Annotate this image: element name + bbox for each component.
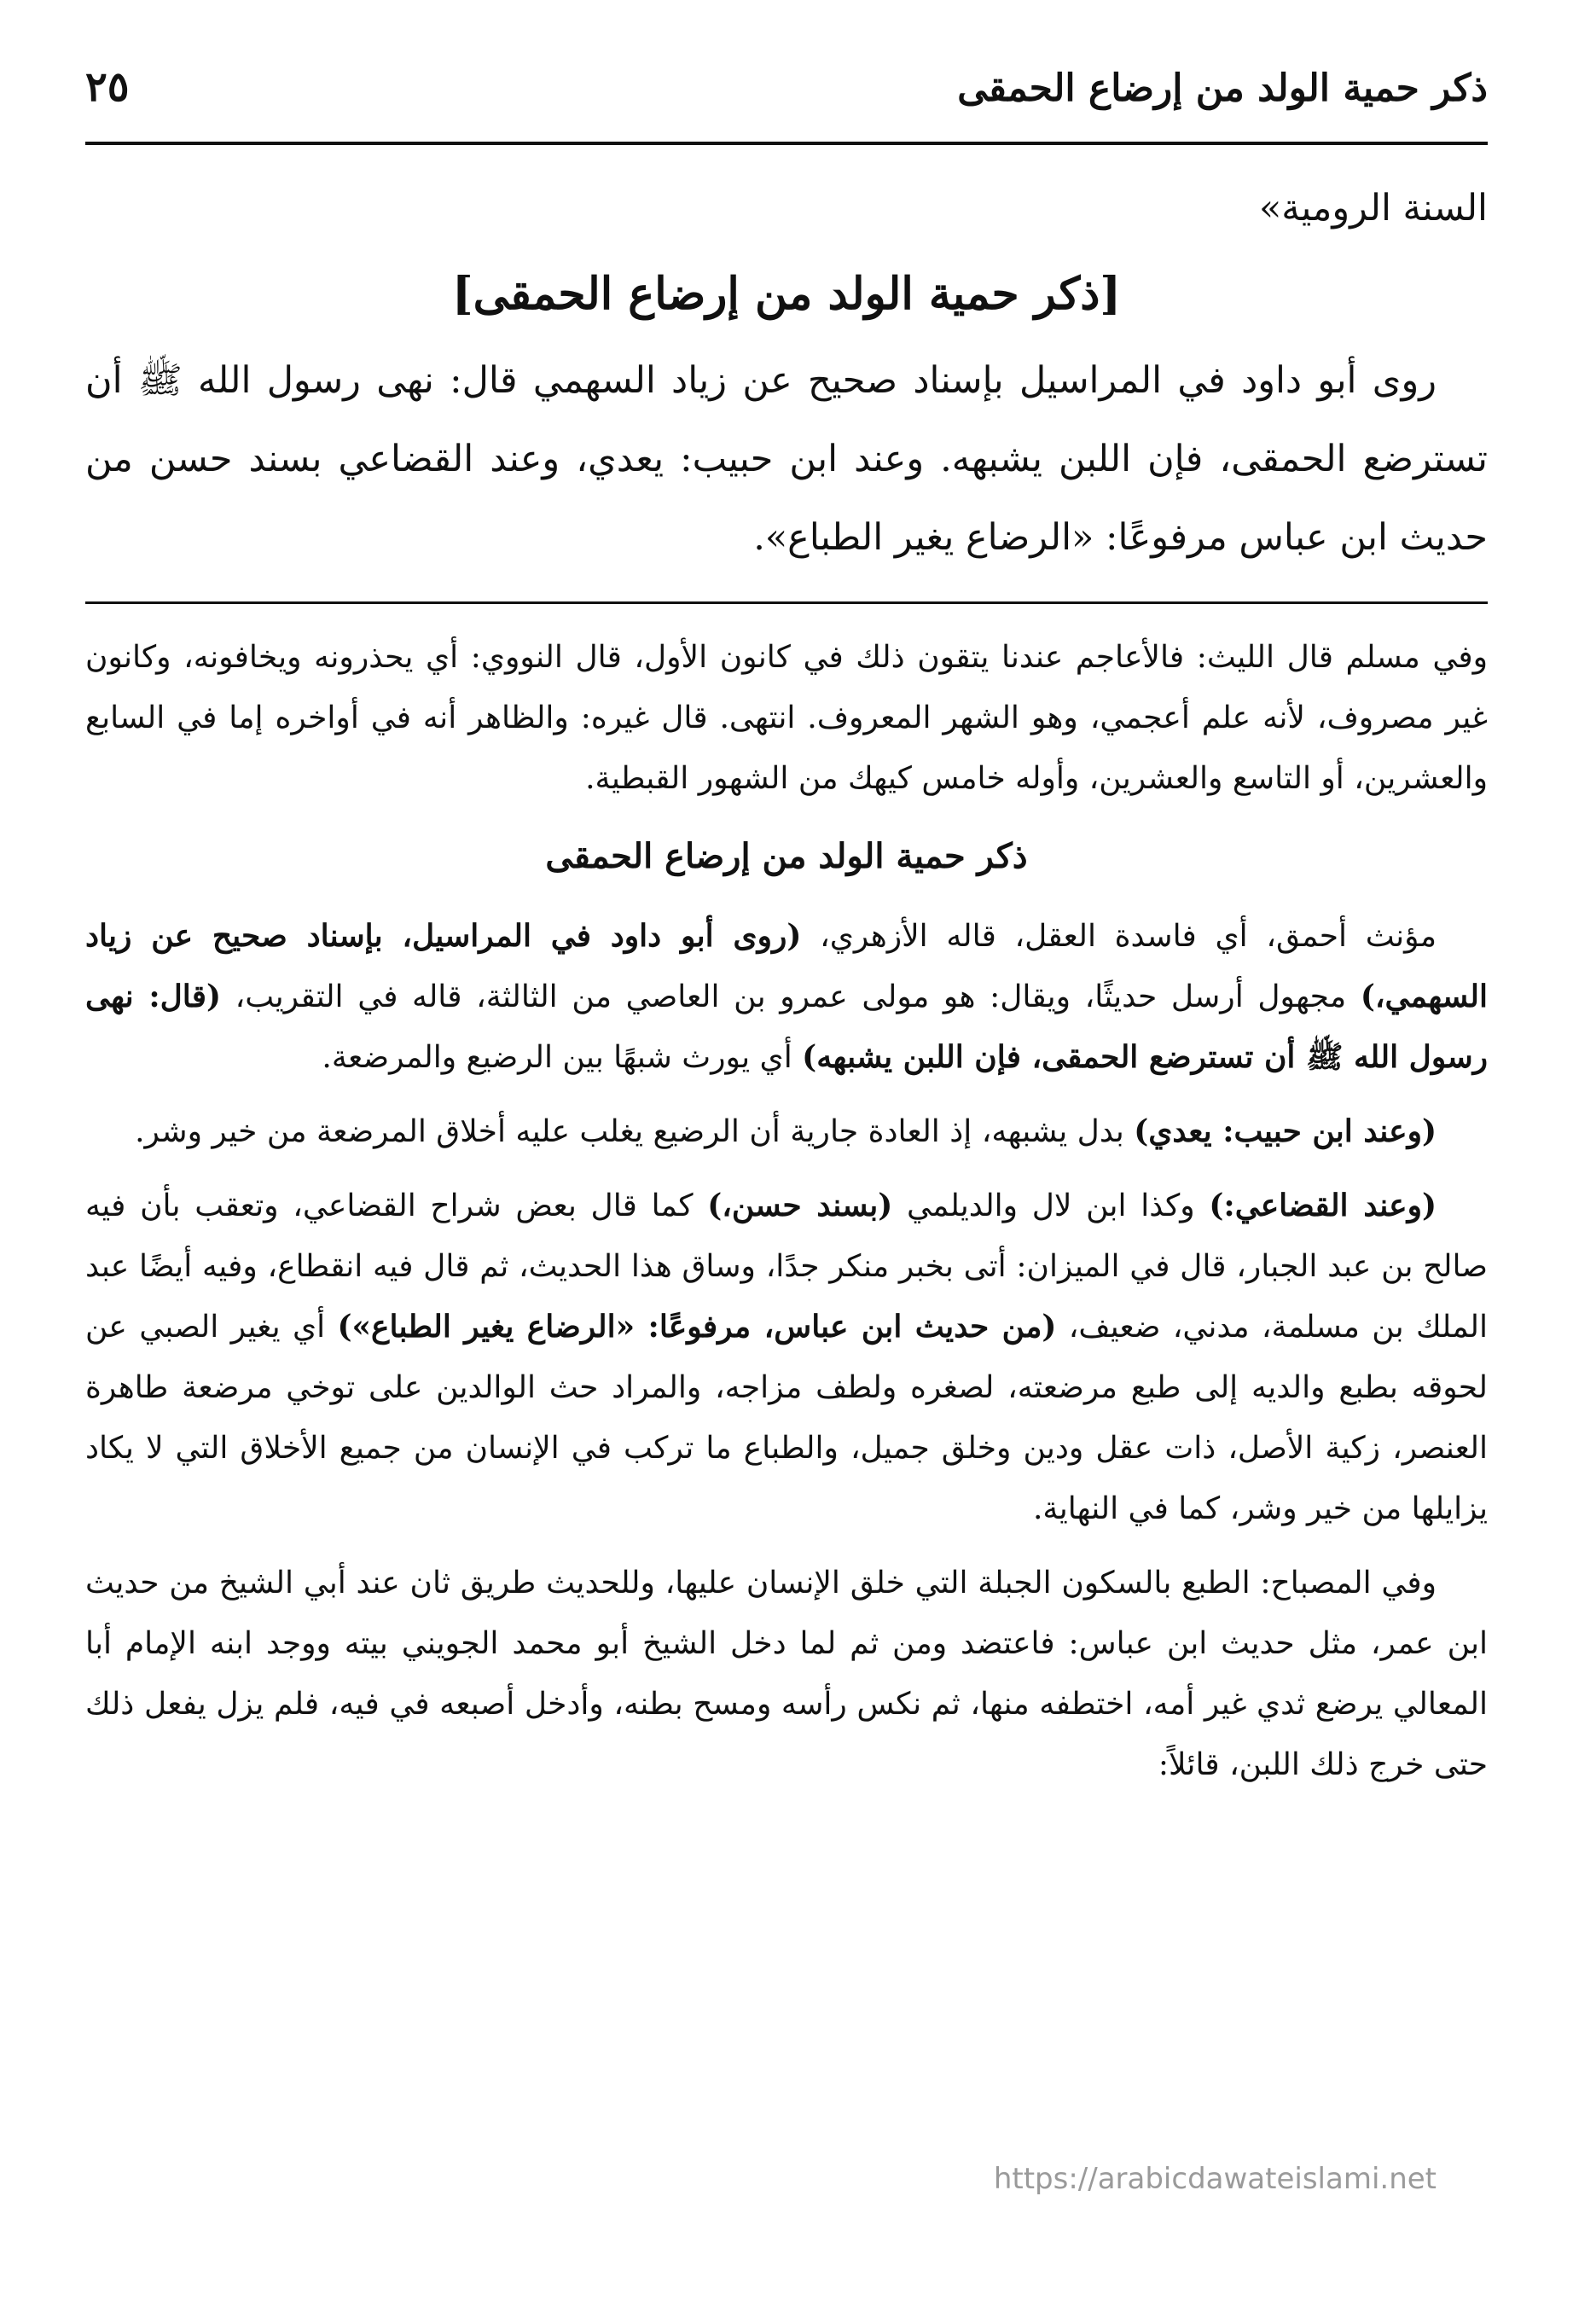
main-text bbox=[85, 169, 1488, 577]
text-run: مجهول أرسل حديثًا، ويقال: هو مولى عمرو بن العاصي من الثالثة، قاله في التقريب، bbox=[221, 979, 1361, 1014]
page-header bbox=[85, 58, 1488, 145]
running-title: ذكر حمية الولد من إرضاع الحمقى bbox=[957, 67, 1488, 110]
text-run: أي يغير الصبي عن لحوقه بطبع والديه إلى طبع مرضعته، لصغره ولطف مزاجه، والمراد حث الوالدين على توخي مرضعة طاهرة العنصر، زكية الأصل، ذات عقل ودين وخلق جميل، والطباع ما تركب في الإنسان من جميع الأخلاق التي لا يكاد يزايلها من خير وشر، كما في النهاية. bbox=[85, 1310, 1488, 1526]
commentary-paragraph-2 bbox=[85, 1101, 1488, 1162]
footnote-divider bbox=[85, 601, 1488, 604]
quoted-text: (روى أبو داود في المراسيل، بإسناد صحيح عن زياد السهمي،) bbox=[85, 918, 1488, 1014]
quoted-text: (بسند حسن،) bbox=[707, 1188, 893, 1223]
text-run: كما قال بعض شراح القضاعي، وتعقب بأن فيه صالح بن عبد الجبار، قال في الميزان: أتى بخبر منكر جدًا، وساق هذا الحديث، ثم قال فيه انقطاع، وفيه أيضًا عبد الملك بن مسلمة، مدني، ضعيف، bbox=[85, 1188, 1488, 1345]
commentary-paragraph-1 bbox=[85, 906, 1488, 1088]
text-run: أي يورث شبهًا بين الرضيع والمرضعة. bbox=[322, 1040, 803, 1075]
opening-line: السنة الرومية» bbox=[1258, 187, 1488, 229]
section-title: [ذكر حمية الولد من إرضاع الحمقى] bbox=[452, 268, 1121, 320]
quoted-text: (قال: نهى رسول الله ﷺ أن تسترضع الحمقى، فإن اللبن يشبهه) bbox=[85, 979, 1488, 1075]
quoted-text: (وعند ابن حبيب: يعدي) bbox=[1134, 1113, 1437, 1149]
footnote-paragraph: وفي مسلم قال الليث: فالأعاجم عندنا يتقون ذلك في كانون الأول، قال النووي: أي يحذرونه ويخافونه، وكانون غير مصروف، لأنه علم أعجمي، وهو الشهر المعروف. انتهى. قال غيره: والظاهر أنه في أواخره إما في السابع والعشرين، أو التاسع والعشرين، وأوله خامس كيهك من الشهور القبطية. bbox=[85, 640, 1488, 796]
commentary-subtitle: ذكر حمية الولد من إرضاع الحمقى bbox=[545, 836, 1028, 876]
commentary-paragraph-4: وفي المصباح: الطبع بالسكون الجبلة التي خلق الإنسان عليها، وللحديث طريق ثان عند أبي الشيخ من حديث ابن عمر، مثل حديث ابن عباس: فاعتضد ومن ثم لما دخل الشيخ أبو محمد الجويني بيته ووجد ابنه الإمام أبا المعالي يرضع ثدي غير أمه، اختطفه منها، ثم نكس رأسه ومسح بطنه، وأدخل أصبعه في فيه، فلم يزل يفعل ذلك حتى خرج ذلك اللبن، قائلاً: bbox=[85, 1566, 1488, 1782]
commentary bbox=[85, 627, 1488, 1809]
quoted-text: (من حديث ابن عباس، مرفوعًا: «الرضاع يغير الطباع») bbox=[337, 1309, 1057, 1345]
text-run: وكذا ابن لال والديلمي bbox=[892, 1188, 1210, 1223]
main-paragraph: روى أبو داود في المراسيل بإسناد صحيح عن زياد السهمي قال: نهى رسول الله ﷺ أن تسترضع الحمقى، فإن اللبن يشبهه. وعند ابن حبيب: يعدي، وعند القضاعي بسند حسن من حديث ابن عباس مرفوعًا: «الرضاع يغير الطباع». bbox=[85, 359, 1488, 559]
page-number: ٢٥ bbox=[85, 63, 130, 111]
text-run: بدل يشبهه، إذ العادة جارية أن الرضيع يغلب عليه أخلاق المرضعة من خير وشر. bbox=[135, 1114, 1135, 1149]
text-run: مؤنث أحمق، أي فاسدة العقل، قاله الأزهري، bbox=[801, 919, 1437, 954]
commentary-paragraph-3 bbox=[85, 1176, 1488, 1539]
watermark-url: https://arabicdawateislami.net bbox=[993, 2162, 1437, 2196]
quoted-text: (وعند القضاعي:) bbox=[1209, 1188, 1437, 1223]
